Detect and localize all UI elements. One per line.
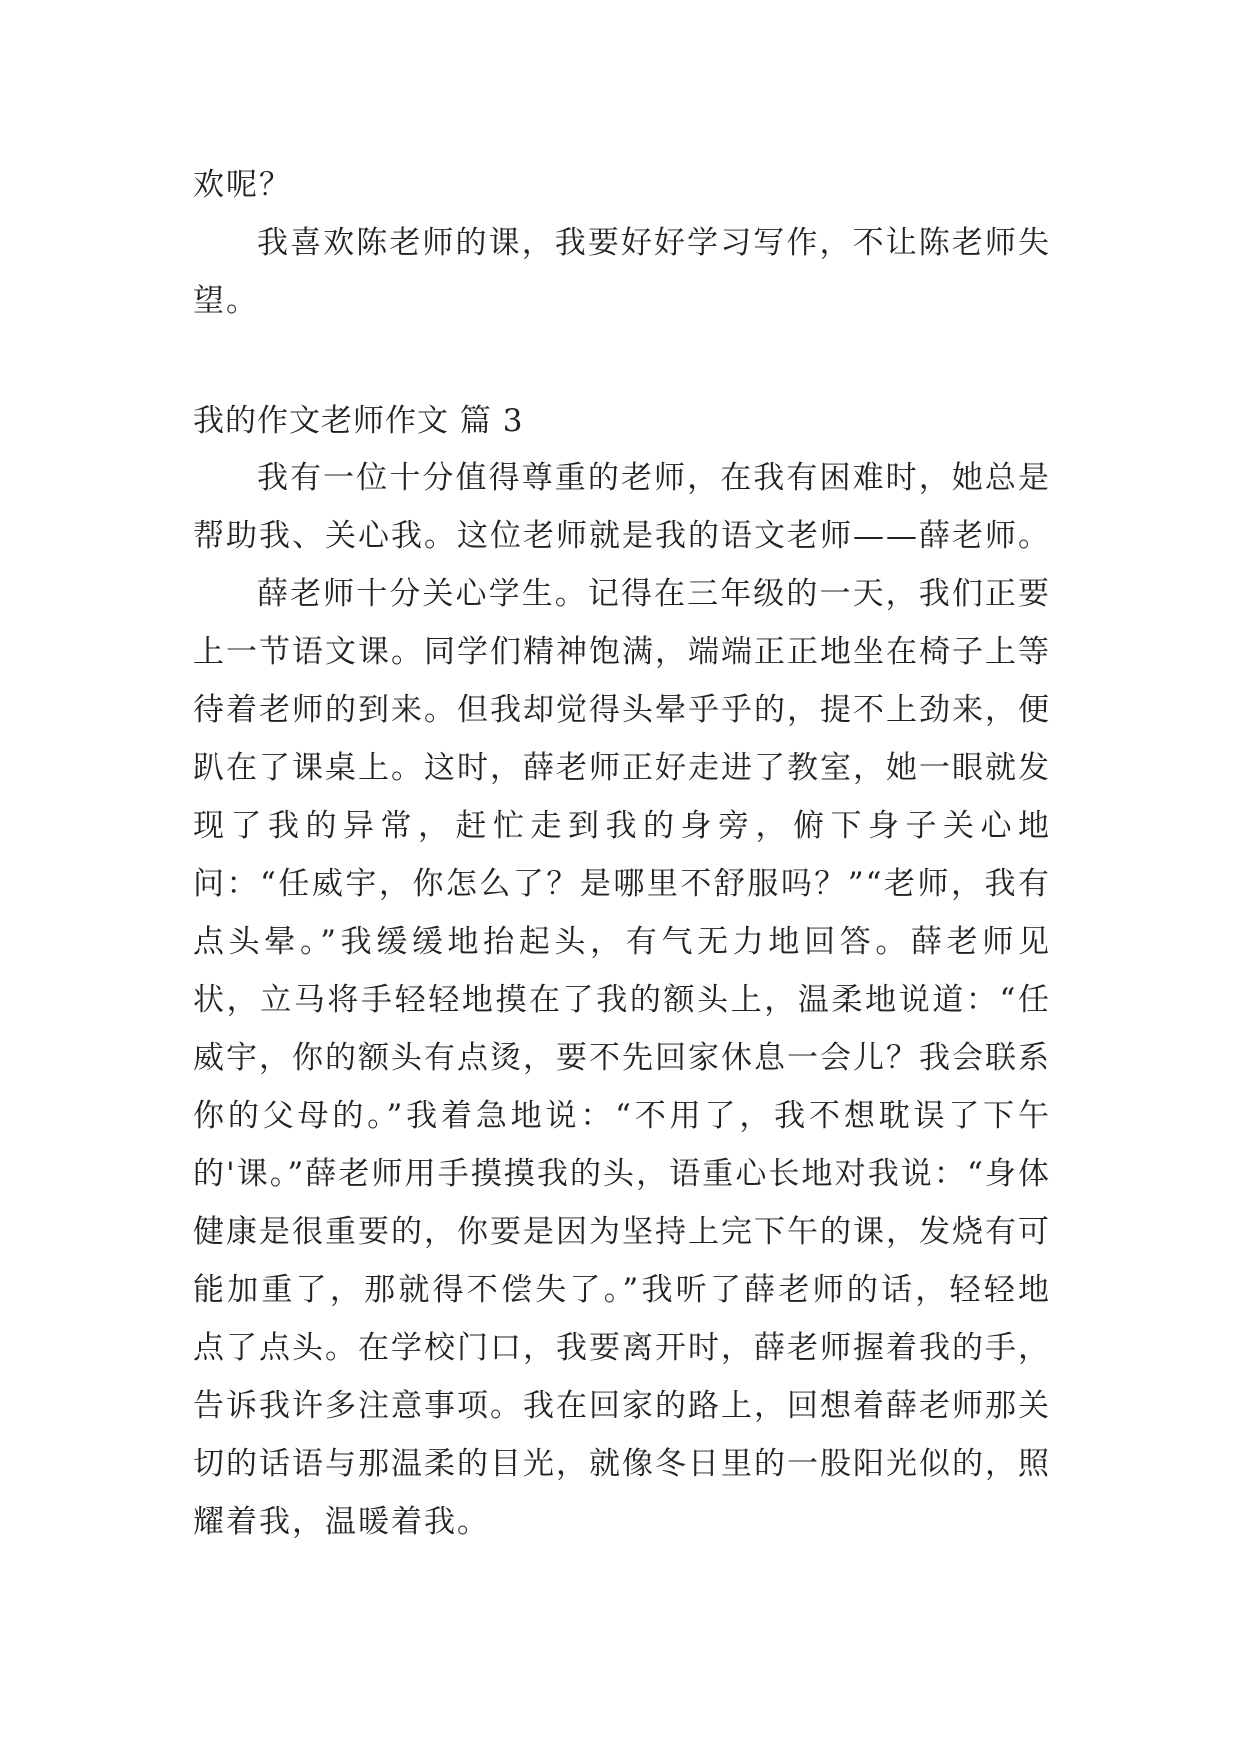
paragraph: 我有一位十分值得尊重的老师，在我有困难时，她总是帮助我、关心我。这位老师就是我的语文老师——薛老师。 bbox=[193, 460, 1051, 554]
paragraph-continuation: 欢呢？ bbox=[193, 167, 292, 203]
section-title: 我的作文老师作文 篇 3 bbox=[193, 403, 524, 439]
top-section bbox=[193, 156, 1051, 330]
section-3-body bbox=[193, 449, 1051, 1551]
paragraph: 我喜欢陈老师的课，我要好好学习写作，不让陈老师失望。 bbox=[193, 225, 1051, 319]
paragraph: 薛老师十分关心学生。记得在三年级的一天，我们正要上一节语文课。同学们精神饱满，端端正正地坐在椅子上等待着老师的到来。但我却觉得头晕乎乎的，提不上劲来，便趴在了课桌上。这时，薛老师正好走进了教室，她一眼就发现了我的异常，赶忙走到我的身旁，俯下身子关心地问：“任威宇，你怎么了？是哪里不舒服吗？”“老师，我有点头晕。”我缓缓地抬起头，有气无力地回答。薛老师见状，立马将手轻轻地摸在了我的额头上，温柔地说道：“任威宇，你的额头有点烫，要不先回家休息一会儿？我会联系你的父母的。”我着急地说：“不用了，我不想耽误了下午的'课。”薛老师用手摸摸我的头，语重心长地对我说：“身体健康是很重要的，你要是因为坚持上完下午的课，发烧有可能加重了，那就得不偿失了。”我听了薛老师的话，轻轻地点了点头。在学校门口，我要离开时，薛老师握着我的手，告诉我许多注意事项。我在回家的路上，回想着薛老师那关切的话语与那温柔的目光，就像冬日里的一股阳光似的，照耀着我，温暖着我。 bbox=[193, 576, 1051, 1540]
